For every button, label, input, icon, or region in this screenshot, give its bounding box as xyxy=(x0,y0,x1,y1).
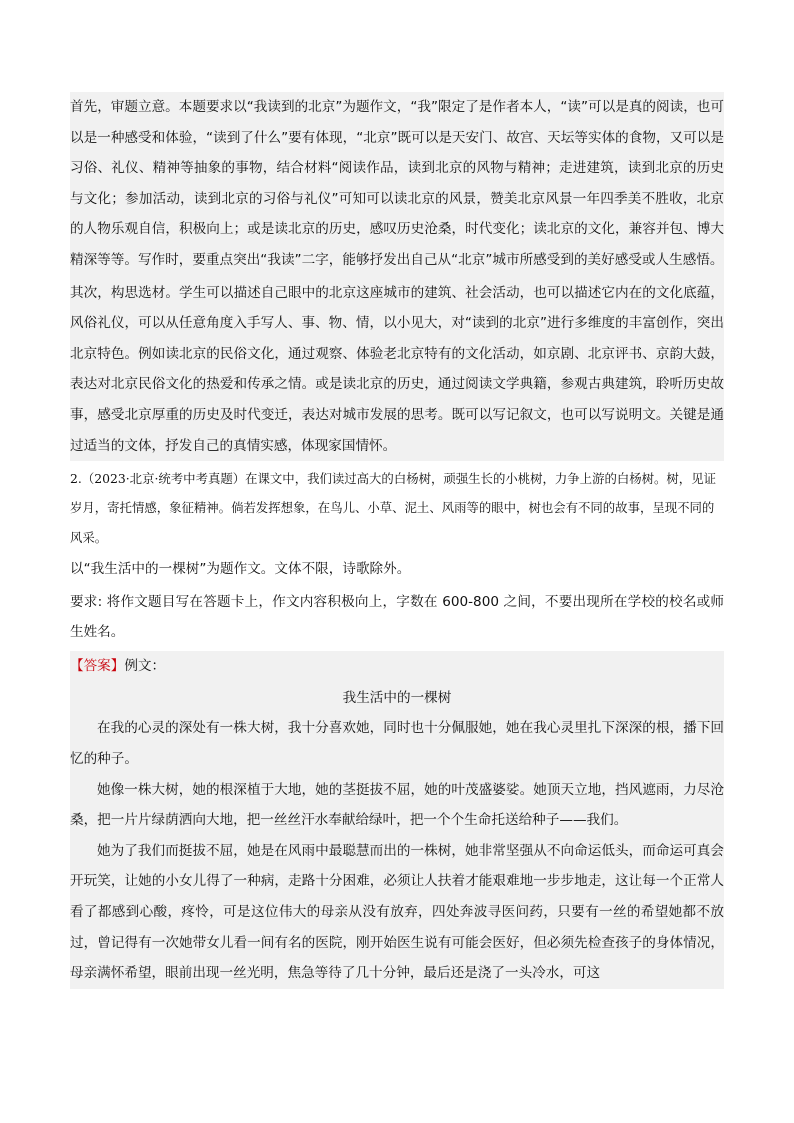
analysis-paragraph-1: 首先，审题立意。本题要求以“我读到的北京”为题作文，“我”限定了是作者本人，“读”可以是真的阅读，也可以是一种感受和体验，“读到了什么”要有体现，“北京”既可以是天安门、故宫、天坛等实体的食物，又可以是习俗、礼仪、精神等抽象的事物，结合材料“阅读作品，读到北京的风物与精神；走进建筑，读到北京的历史与文化；参加活动，读到北京的习俗与礼仪”可知可以读北京的风景，赞美北京风景一年四季美不胜收，北京的人物乐观自信，积极向上；或是读北京的历史，感叹历史沧桑，时代变化；读北京的文化，兼容并包、博大精深等等。写作时，要重点突出“我读”二字，能够抒发出自己从“北京”城市所感受到的美好感受或人生感悟。 xyxy=(70,99,724,268)
question-2-requirement: 要求: 将作文题目写在答题卡上，作文内容积极向上，字数在 600-800 之间，不要出现所在学校的校名或师生姓名。 xyxy=(70,593,724,641)
essay-paragraph: 她为了我们而挺拔不屈，她是在风雨中最聪慧而出的一株树，她非常坚强从不向命运低头，而命运可真会开玩笑，让她的小女儿得了一种病，走路十分困难，必须让人扶着才能艰难地一步步地走，这让每一个正常人看了都感到心酸，疼怜，可是这位伟大的母亲从没有放弃，四处奔波寻医问药，只要有一丝的希望她都不放过，曾记得有一次她带女儿看一间有名的医院，刚开始医生说有可能会医好，但必须先检查孩子的身体情况，母亲满怀希望，眼前出现一丝光明，焦急等待了几十分钟，最后还是浇了一头冷水，可这 xyxy=(70,842,724,982)
answer-header xyxy=(70,651,724,682)
answer-block xyxy=(70,651,724,989)
essay-title: 我生活中的一棵树 xyxy=(342,690,452,707)
answer-label: 【答案】 xyxy=(70,657,125,674)
analysis-paragraph-2: 其次，构思选材。学生可以描述自己眼中的北京这座城市的建筑、社会活动，也可以描述它内在的文化底蕴，风俗礼仪，可以从任意角度入手写人、事、物、情，以小见大，对“读到的北京”进行多维度的丰富创作，突出北京特色。例如读北京的民俗文化，通过观察、体验老北京特有的文化活动，如京剧、北京评书、京韵大鼓，表达对北京民俗文化的热爱和传承之情。或是读北京的历史，通过阅读文学典籍，参观古典建筑，聆听历史故事，感受北京厚重的历史及时代变迁，表达对城市发展的思考。既可以写记叙文，也可以写说明文。关键是通过适当的文体，抒发自己的真情实感，体现家国情怀。 xyxy=(70,284,724,454)
question-2-prompt: 2.（2023·北京·统考中考真题）在课文中，我们读过高大的白杨树，顽强生长的小桃树，力争上游的白杨树。树，见证岁月，寄托情感，象征精神。倘若发挥想象，在鸟儿、小草、泥土、风雨等的眼中，树也会有不同的故事，呈现不同的风采。 xyxy=(70,471,716,545)
analysis-block xyxy=(70,92,724,461)
document-page xyxy=(70,92,724,989)
answer-intro: 例文： xyxy=(124,657,166,674)
question-2-task: 以“我生活中的一棵树”为题作文。文体不限，诗歌除外。 xyxy=(70,561,411,578)
essay-paragraph: 她像一株大树，她的根深植于大地，她的茎挺拔不屈，她的叶茂盛婆娑。她顶天立地，挡风遮雨，力尽沧桑，把一片片绿荫洒向大地，把一丝丝汗水奉献给绿叶，把一个个生命托送给种子——我们。 xyxy=(70,781,724,829)
essay-paragraph: 在我的心灵的深处有一株大树，我十分喜欢她，同时也十分佩服她，她在我心灵里扎下深深的根，播下回忆的种子。 xyxy=(70,720,724,767)
